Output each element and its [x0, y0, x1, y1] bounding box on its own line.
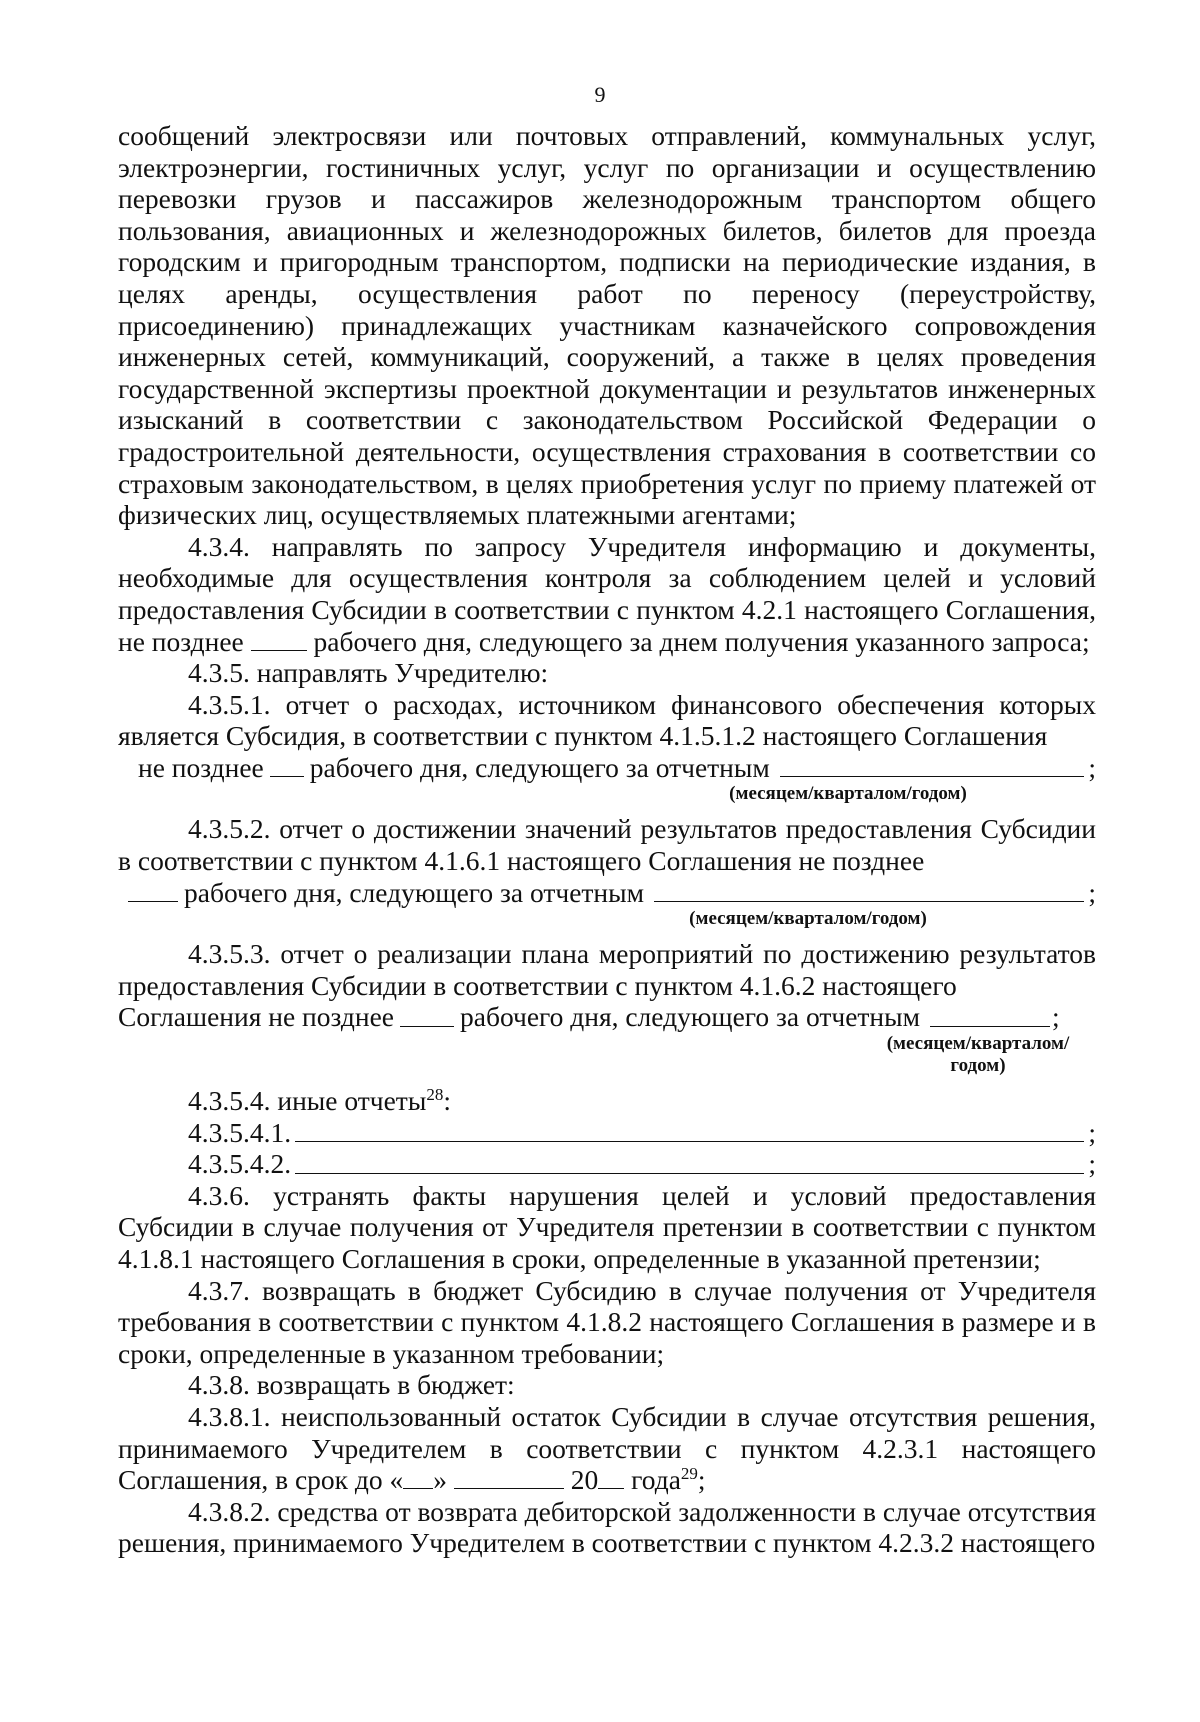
blank-year: [598, 1487, 624, 1489]
blank-report: [295, 1173, 1084, 1174]
row-4-3-5-4-2: [118, 1148, 1096, 1180]
blank-month: [454, 1487, 564, 1489]
caption-period: (месяцем/кварталом/годом): [689, 908, 927, 930]
paragraph-4-3-5-4: [118, 1085, 1096, 1117]
blank-report: [295, 1141, 1084, 1142]
text: не позднее: [138, 751, 264, 783]
row-4-3-5-1-deadline: [118, 752, 1096, 784]
semicolon: ;: [1052, 1001, 1060, 1033]
paragraph-4-3-5-1: 4.3.5.1. отчет о расходах, источником финансового обеспечения которых является Субсидия, в соответствии с пунктом 4.1.5.1.2 настоящего Соглашения: [118, 688, 1096, 752]
document-body: [118, 120, 1096, 1559]
paragraph-4-3-5: 4.3.5. направлять Учредителю:: [188, 657, 549, 689]
text: 4.3.5.4. иные отчеты: [188, 1085, 427, 1117]
semicolon: ;: [1088, 876, 1096, 908]
blank-days: [270, 775, 304, 777]
paragraph-4-3-8: 4.3.8. возвращать в бюджет:: [188, 1369, 515, 1401]
text: 4.3.8.1. неиспользованный остаток Субсидии в случае отсутствия решения, принимаемого Учредителем в соответствии с пунктом 4.2.3.1 настоящего Соглашения, в срок до «: [118, 1400, 1096, 1496]
text: рабочего дня, следующего за днем получения указанного запроса;: [313, 625, 1090, 657]
text: 20: [570, 1464, 599, 1496]
text: рабочего дня, следующего за отчетным: [184, 876, 645, 908]
row-4-3-5-2-deadline: [118, 877, 1096, 909]
paragraph-4-3-5-2: 4.3.5.2. отчет о достижении значений результатов предоставления Субсидии в соответствии с пунктом 4.1.6.1 настоящего Соглашения не позднее: [118, 813, 1096, 877]
paragraph-4-3-5-3: 4.3.5.3. отчет о реализации плана мероприятий по достижению результатов предоставления Субсидии в соответствии с пунктом 4.1.6.2 настоящего: [118, 938, 1096, 1001]
footnote-ref: 28: [426, 1084, 444, 1104]
paragraph-4-3-4: [118, 531, 1096, 657]
semicolon: ;: [1088, 1116, 1096, 1148]
caption-line: годом): [950, 1055, 1006, 1077]
text: рабочего дня, следующего за отчетным: [460, 1001, 921, 1033]
semicolon: ;: [697, 1464, 706, 1496]
blank-day: [403, 1487, 433, 1489]
blank-period: [930, 1025, 1050, 1027]
text: Соглашения не позднее: [118, 1001, 394, 1033]
semicolon: ;: [1088, 751, 1096, 783]
caption-period: (месяцем/кварталом/годом): [729, 783, 967, 805]
blank-days: [400, 1025, 454, 1027]
blank-days: [128, 900, 178, 902]
blank-period: [780, 776, 1085, 777]
paragraph-4-3-6: 4.3.6. устранять факты нарушения целей и условий предоставления Субсидии в случае получения от Учредителя претензии в соответствии с пунктом 4.1.8.1 настоящего Соглашения в сроки, определенные в указанной претензии;: [118, 1179, 1096, 1274]
colon: :: [443, 1085, 451, 1117]
text: 4.3.5.4.2.: [188, 1148, 292, 1180]
blank-days: [251, 649, 307, 651]
caption-period: [878, 1033, 1078, 1077]
blank-period: [654, 901, 1084, 902]
paragraph-4-3-8-2: 4.3.8.2. средства от возврата дебиторской задолженности в случае отсутствия решения, принимаемого Учредителем в соответствии с пунктом 4.2.3.2 настоящего: [118, 1495, 1096, 1559]
paragraph-4-3-7: 4.3.7. возвращать в бюджет Субсидию в случае получения от Учредителя требования в соответствии с пунктом 4.1.8.2 настоящего Соглашения в размере и в сроки, определенные в указанном требовании;: [118, 1274, 1096, 1369]
paragraph-4-3-8-1: [118, 1401, 1096, 1496]
text: 4.3.5.4.1.: [188, 1116, 292, 1148]
text: рабочего дня, следующего за отчетным: [309, 751, 770, 783]
page-number: 9: [594, 82, 606, 107]
paragraph-continuation: сообщений электросвязи или почтовых отправлений, коммунальных услуг, электроэнергии, гостиничных услуг, услуг по организации и осуществлению перевозки грузов и пассажиров железнодорожным транспортом общего пользования, авиационных и железнодорожных билетов, билетов для проезда городским и пригородным транспортом, подписки на периодические издания, в целях аренды, осуществления работ по переносу (переустройству, присоединению) принадлежащих участникам казначейского сопровождения инженерных сетей, коммуникаций, сооружений, а также в целях проведения государственной экспертизы проектной документации и результатов инженерных изысканий в соответствии с законодательством Российской Федерации о градостроительной деятельности, осуществления страхования в соответствии со страховым законодательством, в целях приобретения услуг по приему платежей от физических лиц, осуществляемых платежными агентами;: [118, 120, 1096, 531]
text: 4.3.4. направлять по запросу Учредителя информацию и документы, необходимые для осуществления контроля за соблюдением целей и условий предоставления Субсидии в соответствии с пунктом 4.2.1 настоящего Соглашения, не позднее: [118, 530, 1096, 657]
text: »: [433, 1464, 448, 1496]
semicolon: ;: [1088, 1148, 1096, 1180]
row-4-3-5-3-deadline: [118, 1001, 1096, 1033]
text: года: [631, 1464, 681, 1496]
row-4-3-5-4-1: [118, 1117, 1096, 1149]
caption-line: (месяцем/кварталом/: [886, 1033, 1070, 1055]
footnote-ref: 29: [680, 1464, 698, 1483]
